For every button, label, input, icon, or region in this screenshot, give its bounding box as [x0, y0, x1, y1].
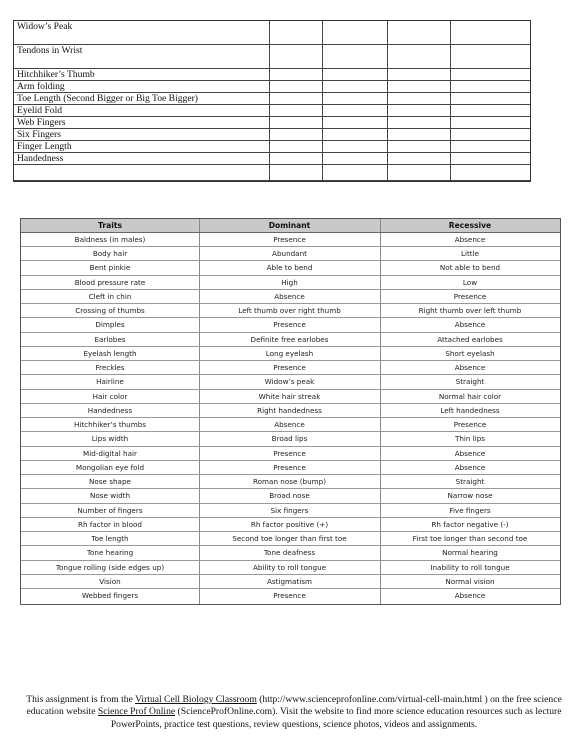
trait-row: [21, 276, 560, 290]
trait-recessive: Absence: [454, 320, 486, 330]
worksheet-row-label: Toe Length (Second Bigger or Big Toe Bigger): [17, 93, 198, 104]
worksheet-table: [13, 20, 531, 182]
footer-note: [18, 694, 570, 731]
trait-name: Lips width: [91, 434, 129, 444]
trait-name: Hairline: [96, 377, 124, 387]
worksheet-row: [14, 117, 530, 129]
trait-name: Blood pressure rate: [74, 277, 146, 287]
trait-dominant: Presence: [273, 363, 306, 373]
trait-recessive: Presence: [453, 420, 487, 430]
trait-row: [21, 532, 560, 546]
worksheet-column-divider: [269, 21, 270, 181]
trait-name: Dimples: [95, 320, 125, 330]
trait-dominant: High: [281, 277, 298, 287]
trait-recessive: Normal vision: [445, 576, 495, 586]
trait-dominant: Six fingers: [270, 505, 309, 515]
trait-recessive: Presence: [453, 291, 487, 301]
trait-dominant: Roman nose (bump): [252, 477, 326, 487]
trait-row: [21, 375, 560, 389]
trait-dominant: Ability to roll tongue: [252, 562, 327, 572]
trait-row: [21, 561, 560, 575]
worksheet-row: [14, 129, 530, 141]
trait-dominant: Right handedness: [257, 405, 322, 415]
trait-name: Toe length: [91, 534, 129, 544]
worksheet-column-divider: [387, 21, 388, 181]
trait-row: [21, 290, 560, 304]
trait-recessive: Not able to bend: [439, 263, 501, 273]
worksheet-row: [14, 81, 530, 93]
trait-name: Hair color: [92, 391, 128, 401]
footer-text-3: (ScienceProfOnline.com). Visit the website to find more science education resources such as lecture PowerPoints, practice test questions, review questions, science photos, videos and assignments.: [110, 706, 562, 730]
traits-table-header: [21, 219, 560, 233]
trait-dominant: Presence: [273, 448, 306, 458]
trait-name: Body hair: [92, 249, 128, 259]
trait-row: [21, 504, 560, 518]
trait-dominant: Absence: [274, 420, 305, 430]
trait-recessive: Normal hair color: [438, 391, 502, 401]
trait-row: [21, 404, 560, 418]
trait-name: Nose shape: [89, 477, 131, 487]
trait-row: [21, 447, 560, 461]
trait-dominant: Broad lips: [271, 434, 308, 444]
trait-row: [21, 390, 560, 404]
worksheet-row-label: Hitchhiker’s Thumb: [17, 69, 95, 80]
trait-recessive: Rh factor negative (-): [431, 519, 509, 529]
worksheet-row-label: Web Fingers: [17, 117, 66, 128]
trait-name: Webbed fingers: [81, 591, 139, 600]
worksheet-row: [14, 69, 530, 81]
trait-recessive: Absence: [454, 363, 486, 373]
trait-recessive: Absence: [454, 235, 486, 244]
trait-name: Eyelash length: [83, 348, 137, 358]
worksheet-row-label: Finger Length: [17, 141, 72, 152]
worksheet-column-divider: [450, 21, 451, 181]
worksheet-row-label: Six Fingers: [17, 129, 61, 140]
worksheet-row: [14, 153, 530, 165]
header-recessive: Recessive: [448, 221, 492, 230]
trait-row: [21, 546, 560, 560]
trait-name: Hitchhiker’s thumbs: [73, 420, 147, 430]
worksheet-row-label: Widow’s Peak: [17, 21, 73, 32]
trait-name: Nose width: [89, 491, 131, 501]
worksheet-column-divider: [322, 21, 323, 181]
trait-name: Bent pinkie: [89, 263, 131, 273]
trait-recessive: Inability to roll tongue: [430, 562, 510, 572]
trait-recessive: Thin lips: [454, 434, 486, 444]
trait-dominant: Tone deafness: [263, 548, 316, 558]
worksheet-row: [14, 45, 530, 69]
trait-row: [21, 233, 560, 247]
footer-text-1: This assignment is from the: [26, 694, 136, 705]
trait-dominant: Able to bend: [266, 263, 313, 273]
worksheet-row: [14, 21, 530, 45]
trait-row: [21, 475, 560, 489]
traits-table: [20, 218, 561, 605]
trait-dominant: White hair streak: [258, 391, 321, 401]
worksheet-row: [14, 165, 530, 181]
trait-recessive: Straight: [455, 477, 485, 487]
trait-recessive: Left handedness: [440, 405, 500, 415]
virtual-cell-link[interactable]: Virtual Cell Biology Classroom: [135, 694, 257, 705]
trait-recessive: Attached earlobes: [437, 334, 503, 344]
trait-name: Rh factor in blood: [78, 519, 142, 529]
worksheet-row-label: Eyelid Fold: [17, 105, 63, 116]
worksheet-row: [14, 105, 530, 117]
trait-dominant: Left thumb over right thumb: [238, 306, 341, 316]
trait-row: [21, 333, 560, 347]
footer-text-2: (http://www.scienceprofonline.com/virtual-cell-main.html ) on the free science education website: [26, 694, 562, 718]
trait-dominant: Astigmatism: [266, 576, 312, 586]
trait-row: [21, 432, 560, 446]
trait-row: [21, 575, 560, 589]
trait-name: Earlobes: [94, 334, 126, 344]
trait-recessive: First toe longer than second toe: [412, 534, 528, 544]
trait-recessive: Normal hearing: [442, 548, 498, 558]
trait-row: [21, 518, 560, 532]
trait-recessive: Low: [462, 277, 478, 287]
trait-name: Baldness (in males): [74, 235, 146, 244]
trait-dominant: Rh factor positive (+): [250, 519, 329, 529]
trait-dominant: Widow’s peak: [264, 377, 315, 387]
trait-recessive: Absence: [454, 462, 486, 472]
trait-row: [21, 247, 560, 261]
trait-row: [21, 304, 560, 318]
trait-row: [21, 361, 560, 375]
trait-name: Handedness: [87, 405, 133, 415]
worksheet-row-label: Tendons in Wrist: [17, 45, 83, 56]
science-prof-online-link[interactable]: Science Prof Online: [97, 706, 176, 718]
trait-dominant: Presence: [273, 320, 306, 330]
trait-dominant: Abundant: [272, 249, 307, 259]
trait-dominant: Presence: [273, 591, 306, 600]
trait-dominant: Definite free earlobes: [250, 334, 329, 344]
trait-row: [21, 489, 560, 503]
traits-table-body: [21, 233, 560, 604]
trait-recessive: Five fingers: [449, 505, 491, 515]
trait-name: Tongue rolling (side edges up): [55, 562, 165, 572]
trait-dominant: Presence: [273, 235, 306, 244]
trait-name: Cleft in chin: [88, 291, 132, 301]
trait-row: [21, 261, 560, 275]
worksheet-row-label: Arm folding: [17, 81, 65, 92]
trait-dominant: Absence: [274, 291, 305, 301]
worksheet-row-label: Handedness: [17, 153, 64, 164]
trait-recessive: Right thumb over left thumb: [418, 306, 522, 316]
trait-recessive: Narrow nose: [447, 491, 493, 501]
trait-recessive: Absence: [454, 448, 486, 458]
trait-recessive: Straight: [455, 377, 485, 387]
trait-recessive: Short eyelash: [445, 348, 495, 358]
header-dominant: Dominant: [268, 221, 311, 230]
trait-name: Tone hearing: [86, 548, 134, 558]
trait-row: [21, 589, 560, 603]
trait-dominant: Presence: [273, 462, 306, 472]
trait-name: Number of fingers: [77, 505, 143, 515]
header-traits: Traits: [98, 221, 122, 230]
trait-name: Vision: [99, 576, 121, 586]
worksheet-row: [14, 141, 530, 153]
trait-name: Freckles: [95, 363, 125, 373]
trait-recessive: Little: [460, 249, 480, 259]
trait-dominant: Long eyelash: [265, 348, 314, 358]
trait-name: Mid-digital hair: [83, 448, 137, 458]
trait-dominant: Broad nose: [269, 491, 310, 501]
trait-row: [21, 318, 560, 332]
trait-dominant: Second toe longer than first toe: [232, 534, 347, 544]
trait-recessive: Absence: [454, 591, 486, 600]
trait-name: Crossing of thumbs: [75, 306, 145, 316]
trait-row: [21, 418, 560, 432]
trait-row: [21, 347, 560, 361]
trait-row: [21, 461, 560, 475]
trait-name: Mongolian eye fold: [75, 462, 145, 472]
worksheet-row: [14, 93, 530, 105]
